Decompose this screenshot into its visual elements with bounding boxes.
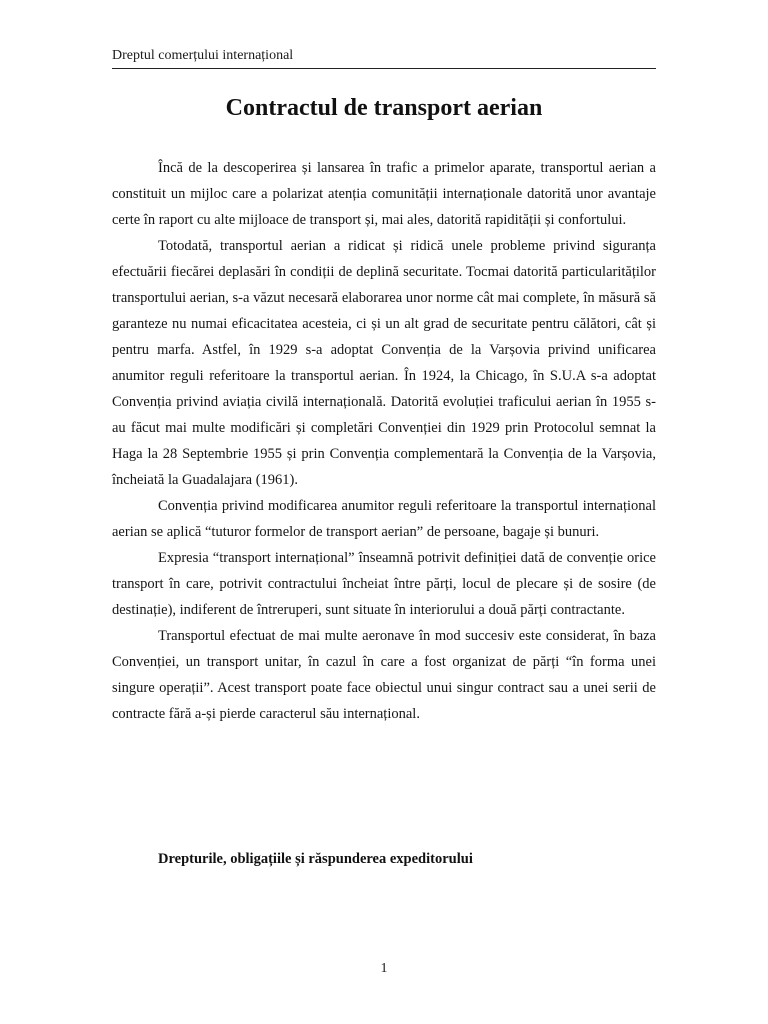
document-title: Contractul de transport aerian xyxy=(225,95,543,121)
page-number: 1 xyxy=(380,961,388,976)
paragraph: Transportul efectuat de mai multe aeronave în mod succesiv este considerat, în baza Convenției, un transport unitar, în cazul în care a fost organizat de părți “în forma unei singure operații”. Acest transport poate face obiectul unui singur contract sau a unei serii de contracte fără a-și pierde caracterul său internațional. xyxy=(112,628,656,722)
header-divider xyxy=(112,68,656,69)
paragraph: Totodată, transportul aerian a ridicat și ridică unele probleme privind siguranța efectuării fiecărei deplasări în condiții de deplină securitate. Tocmai datorită particularităților transportului aerian, s-a văzut necesară elaborarea unor norme cât mai complete, în măsură să garanteze nu numai eficacitatea acesteia, ci și un alt grad de securitate pentru călători, cât și pentru marfa. Astfel, în 1929 s-a adoptat Convenția de la Varșovia privind unificarea anumitor reguli referitoare la transportul aerian. În 1924, la Chicago, în S.U.A s-a adoptat Convenția privind aviația civilă internațională. Datorită evoluției traficului aerian în 1955 s-au făcut mai multe modificări și completări Convenției din 1929 prin Protocolul semnat la Haga la 28 Septembrie 1955 și prin Convenția complementară la Convenția de la Varșovia, încheiată la Guadalajara (1961). xyxy=(112,238,656,488)
paragraph: Convenția privind modificarea anumitor reguli referitoare la transportul internațional aerian se aplică “tuturor formelor de transport aerian” de persoane, bagaje și bunuri. xyxy=(112,498,656,540)
paragraph: Încă de la descoperirea și lansarea în trafic a primelor aparate, transportul aerian a constituit un mijloc care a polarizat atenția comunității internaționale datorită unor avantaje certe în raport cu alte mijloace de transport și, mai ales, datorită rapidității și confortului. xyxy=(112,160,656,228)
section-heading: Drepturile, obligațiile și răspunderea expeditorului xyxy=(158,851,473,867)
body-text xyxy=(112,155,656,727)
paragraph: Expresia “transport internațional” înseamnă potrivit definiției dată de convenție orice transport în care, potrivit contractului încheiat între părți, locul de plecare și de sosire (de destinație), indiferent de întreruperi, sunt situate în interiorului a două părți contractante. xyxy=(112,550,656,618)
running-header: Dreptul comerțului internațional xyxy=(112,48,294,63)
